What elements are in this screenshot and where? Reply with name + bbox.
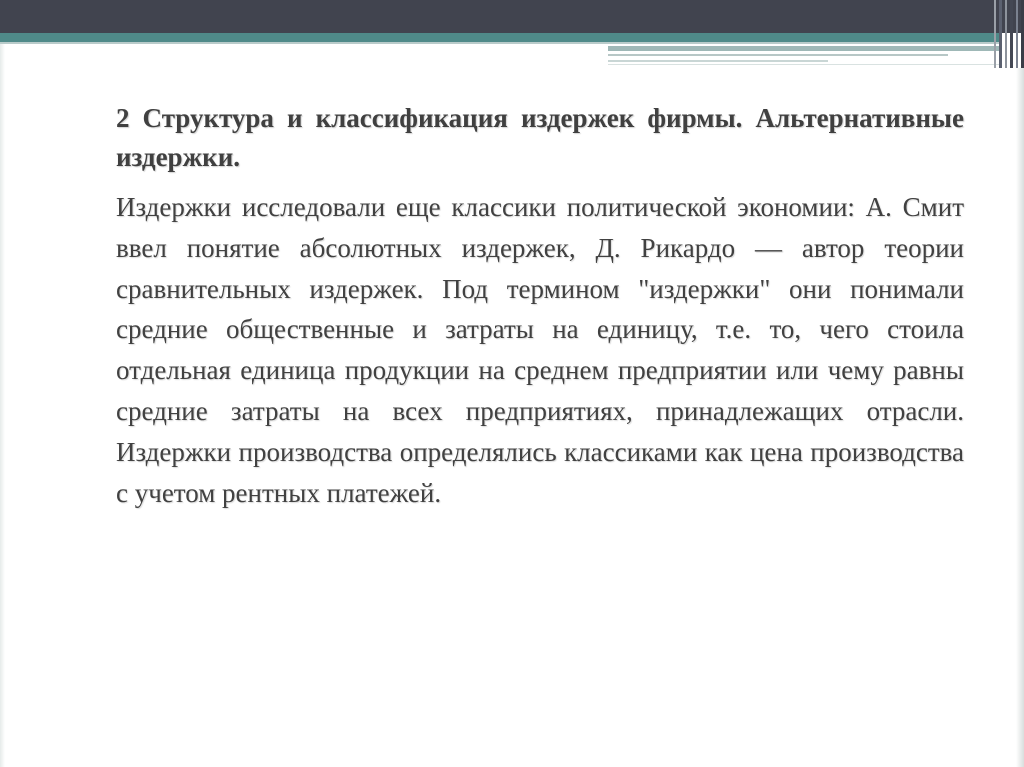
header-line <box>0 42 1000 44</box>
decorative-stripe <box>1005 0 1007 68</box>
header-line <box>608 64 1000 65</box>
decorative-stripe <box>999 0 1002 68</box>
header-accent-band <box>608 46 1000 51</box>
slide-content <box>116 99 964 513</box>
decorative-stripe <box>994 0 996 68</box>
header-teal-band <box>0 33 1000 42</box>
header-line <box>608 54 948 56</box>
page-edge-left <box>0 44 5 767</box>
header-line <box>608 60 828 62</box>
page-edge-right <box>1016 68 1024 767</box>
decorative-stripe <box>1010 0 1013 68</box>
slide-title: 2 Структура и классификация издержек фирмы. Альтернативные издержки. <box>116 103 964 172</box>
header-dark-band <box>0 0 1024 33</box>
decorative-stripe <box>1016 0 1018 68</box>
slide-body-text: Издержки исследовали еще классики политической экономии: А. Смит ввел понятие абсолютных издержек, Д. Рикардо — автор теории сравнительных издержек. Под термином "издержки" они понимали средние общественные и затраты на единицу, т.е. то, чего стоила отдельная единица продукции на среднем предприятии или чему равны средние затраты на всех предприятиях, принадлежащих отрасли. Издержки производства определялись классиками как цена производства с учетом рентных платежей. <box>116 192 964 508</box>
